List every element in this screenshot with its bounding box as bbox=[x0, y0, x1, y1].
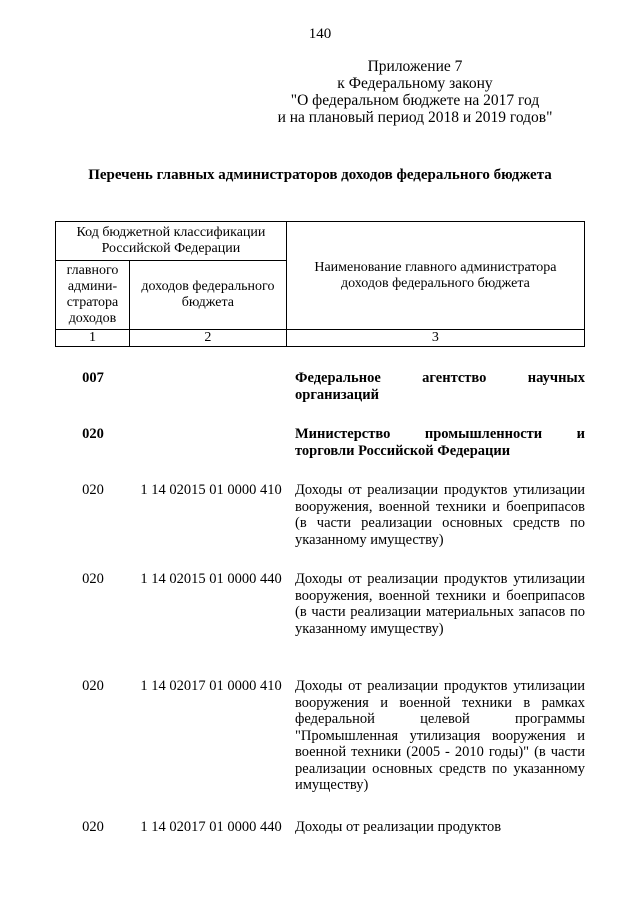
revenue-code: 1 14 02017 01 0000 410 bbox=[140, 678, 282, 694]
table-header bbox=[55, 221, 585, 347]
header-num-1: 1 bbox=[56, 330, 130, 347]
header-col-1: главного админи-стратора доходов bbox=[56, 261, 130, 330]
revenue-description: Доходы от реализации продуктов утилизации вооружения, военной техники и боеприпасов (в части реализации основных средств по указанному имуществу) bbox=[295, 482, 585, 548]
appendix-line-2: к Федеральному закону bbox=[337, 75, 493, 92]
admin-code: 020 bbox=[82, 482, 104, 498]
page-number: 140 bbox=[308, 26, 332, 42]
header-col-3: Наименование главного администратора доходов федерального бюджета bbox=[286, 222, 584, 330]
administrator-name: Федеральное агентство научных организаций bbox=[295, 370, 585, 403]
revenue-description: Доходы от реализации продуктов bbox=[295, 819, 502, 835]
header-group-label: Код бюджетной классификации Российской Федерации bbox=[56, 222, 287, 261]
admin-code: 007 bbox=[82, 370, 104, 386]
revenue-code: 1 14 02015 01 0000 440 bbox=[140, 571, 282, 587]
admin-code: 020 bbox=[82, 571, 104, 587]
header-num-2: 2 bbox=[129, 330, 286, 347]
admin-code: 020 bbox=[82, 678, 104, 694]
document-title: Перечень главных администраторов доходов федерального бюджета bbox=[88, 167, 552, 183]
appendix-line-4: и на плановый период 2018 и 2019 годов" bbox=[277, 109, 553, 126]
admin-code: 020 bbox=[82, 426, 104, 442]
header-col-2: доходов федерального бюджета bbox=[129, 261, 286, 330]
appendix-line-3: "О федеральном бюджете на 2017 год bbox=[290, 92, 540, 109]
revenue-code: 1 14 02015 01 0000 410 bbox=[140, 482, 282, 498]
appendix-header bbox=[250, 58, 580, 126]
header-num-3: 3 bbox=[286, 330, 584, 347]
revenue-description: Доходы от реализации продуктов утилизации вооружения, военной техники и боеприпасов (в части реализации материальных запасов по указанному имуществу) bbox=[295, 571, 585, 637]
admin-code: 020 bbox=[82, 819, 104, 835]
appendix-line-1: Приложение 7 bbox=[367, 58, 463, 75]
administrator-name: Министерство промышленности и торговли Российской Федерации bbox=[295, 426, 585, 459]
revenue-description: Доходы от реализации продуктов утилизации вооружения и военной техники в рамках федеральной целевой программы "Промышленная утилизация вооружения и военной техники (2005 - 2010 годы)" (в части реализации основных средств по указанному имуществу) bbox=[295, 678, 585, 793]
revenue-code: 1 14 02017 01 0000 440 bbox=[140, 819, 282, 835]
